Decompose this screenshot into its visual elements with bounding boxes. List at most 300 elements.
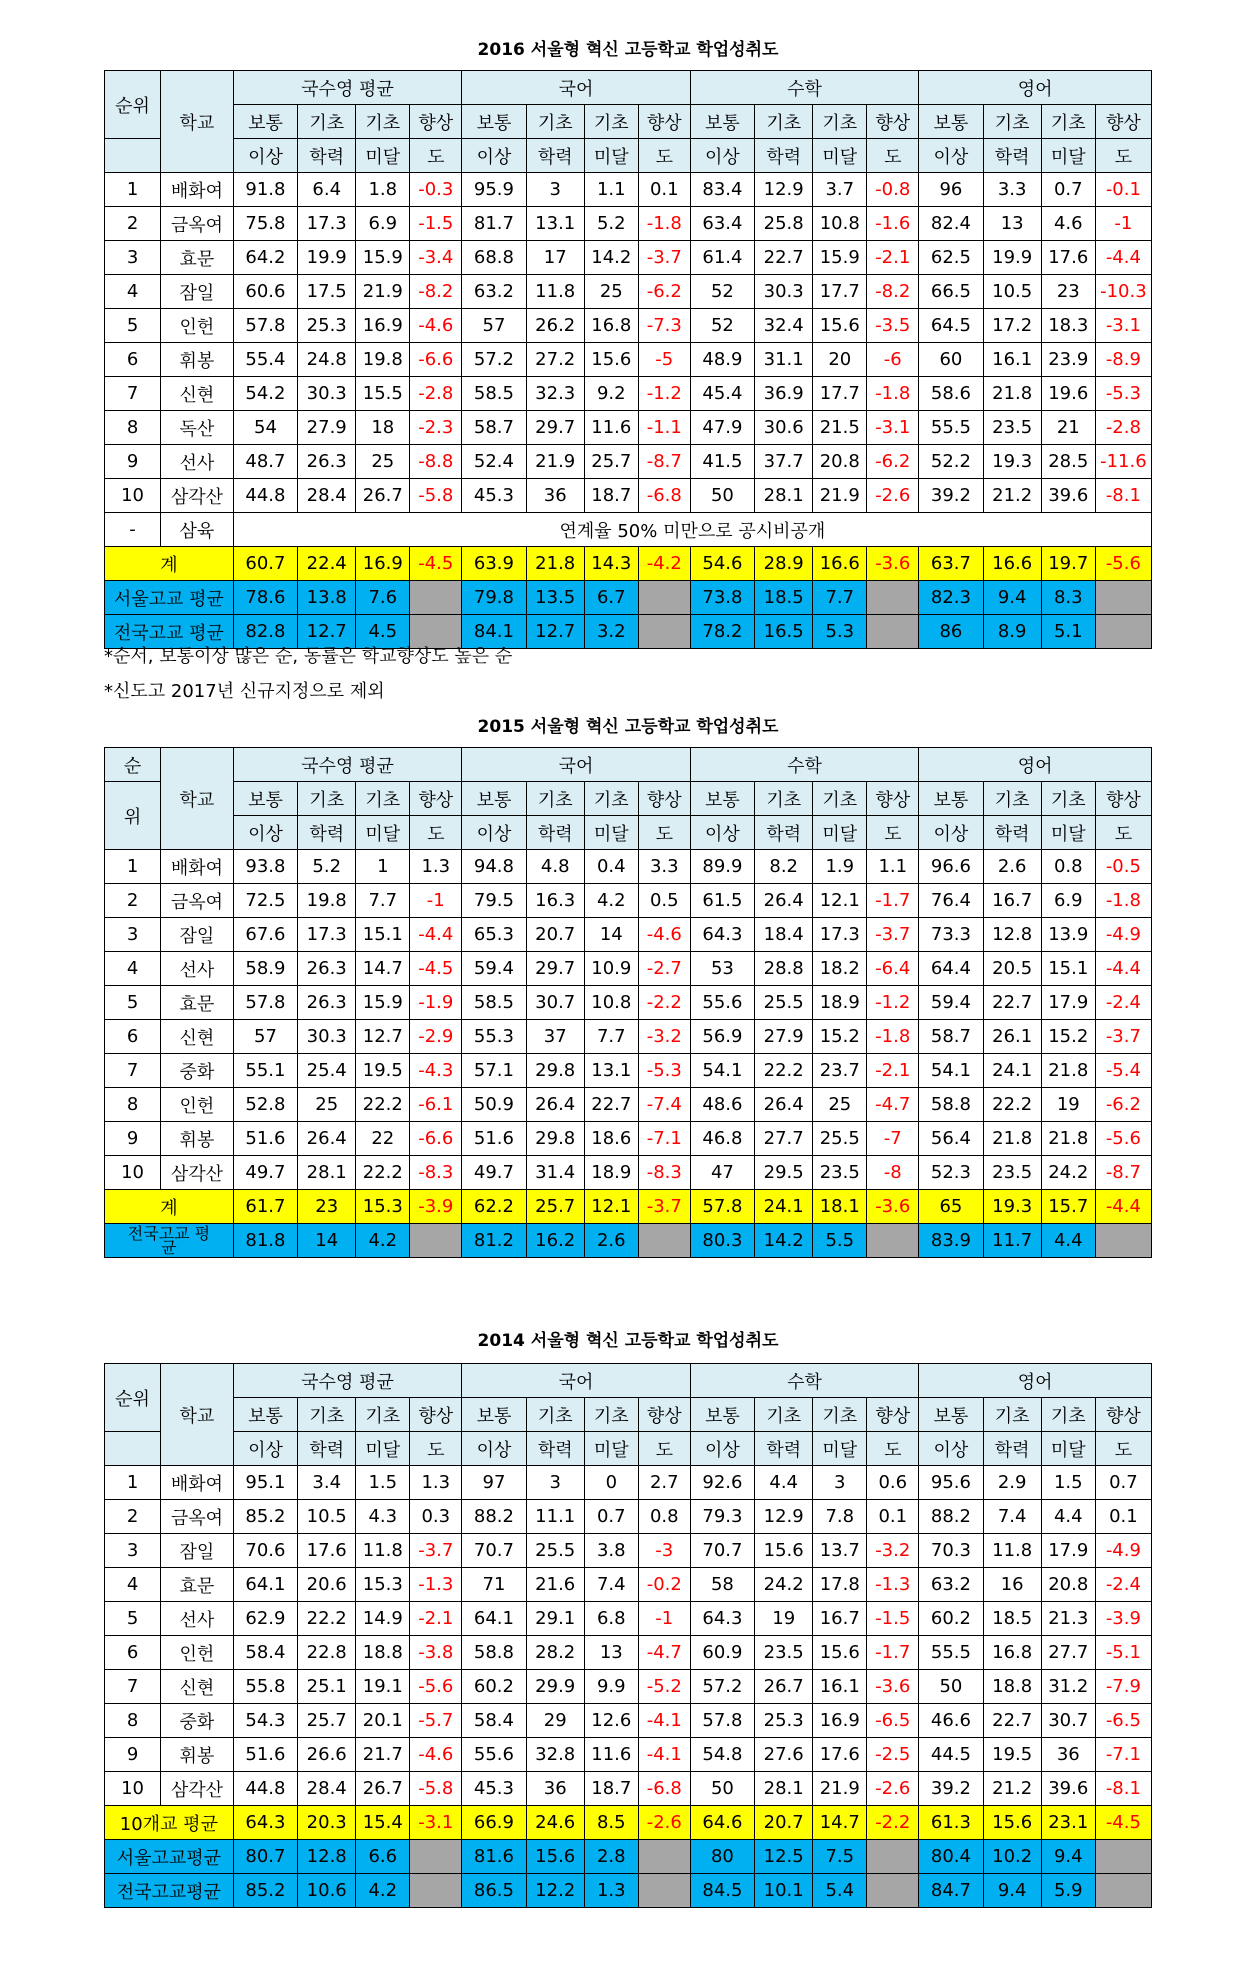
header-row — [105, 816, 1152, 850]
value-cell: 26.1 — [983, 1020, 1041, 1054]
table-row — [105, 411, 1152, 445]
value-cell: 24.1 — [983, 1054, 1041, 1088]
value-cell: 55.8 — [233, 1670, 297, 1704]
value-cell: 58.7 — [919, 1020, 983, 1054]
school-cell: 인헌 — [161, 1636, 234, 1670]
value-cell: 20.6 — [298, 1568, 356, 1602]
value-cell: 58.8 — [462, 1636, 526, 1670]
value-cell: 80.4 — [919, 1840, 983, 1874]
value-cell: 32.4 — [755, 309, 813, 343]
value-cell: 91.8 — [233, 173, 297, 207]
table-row — [105, 1500, 1152, 1534]
value-cell: 17.2 — [983, 309, 1041, 343]
value-cell: -3.7 — [867, 918, 919, 952]
value-cell: 54.1 — [690, 1054, 754, 1088]
value-cell: 21.3 — [1041, 1602, 1095, 1636]
subheader-cell: 기초 — [584, 782, 638, 816]
subheader-cell: 기초 — [983, 105, 1041, 139]
value-cell: 22.8 — [298, 1636, 356, 1670]
value-cell: -2.2 — [867, 1806, 919, 1840]
subheader-cell: 기초 — [1041, 1398, 1095, 1432]
value-cell: 3 — [526, 1466, 584, 1500]
school-cell: 효문 — [161, 1568, 234, 1602]
value-cell: 21.6 — [526, 1568, 584, 1602]
subheader-cell: 보통 — [919, 782, 983, 816]
value-cell: 51.6 — [233, 1738, 297, 1772]
value-cell: 21.9 — [526, 445, 584, 479]
value-cell: 24.1 — [755, 1190, 813, 1224]
value-cell: 22.2 — [356, 1088, 410, 1122]
value-cell: 18.7 — [584, 1772, 638, 1806]
value-cell: 17.3 — [813, 918, 867, 952]
subheader-cell: 기초 — [1041, 105, 1095, 139]
value-cell: 27.9 — [755, 1020, 813, 1054]
subheader-cell: 이상 — [919, 816, 983, 850]
rank-cell: 2 — [105, 884, 161, 918]
value-cell: 88.2 — [919, 1500, 983, 1534]
value-cell: 65 — [919, 1190, 983, 1224]
value-cell: -4.6 — [638, 918, 690, 952]
subheader-cell: 미달 — [1041, 816, 1095, 850]
value-cell: 19.8 — [298, 884, 356, 918]
value-cell: 7.6 — [356, 581, 410, 615]
value-cell: 7.7 — [356, 884, 410, 918]
value-cell: 63.4 — [690, 207, 754, 241]
subheader-cell: 미달 — [813, 816, 867, 850]
value-cell: 4.4 — [1041, 1500, 1095, 1534]
value-cell: 19.3 — [983, 1190, 1041, 1224]
value-cell: -1 — [410, 884, 462, 918]
value-cell: 16.9 — [356, 309, 410, 343]
value-cell: 7.7 — [584, 1020, 638, 1054]
value-cell: 3 — [526, 173, 584, 207]
value-cell: 57 — [233, 1020, 297, 1054]
value-cell: 21.8 — [983, 377, 1041, 411]
value-cell: 23.5 — [983, 411, 1041, 445]
value-cell: 14.7 — [813, 1806, 867, 1840]
value-cell: 64.2 — [233, 241, 297, 275]
value-cell: 60.2 — [462, 1670, 526, 1704]
empty-cell — [638, 1840, 690, 1874]
value-cell: 48.6 — [690, 1088, 754, 1122]
value-cell: -1.3 — [410, 1568, 462, 1602]
table-row — [105, 1088, 1152, 1122]
value-cell: 58.9 — [233, 952, 297, 986]
value-cell: -6 — [867, 343, 919, 377]
value-cell: 47.9 — [690, 411, 754, 445]
value-cell: 29.8 — [526, 1122, 584, 1156]
value-cell: 17.9 — [1041, 1534, 1095, 1568]
value-cell: 66.9 — [462, 1806, 526, 1840]
value-cell: 21.2 — [983, 1772, 1041, 1806]
value-cell: 71 — [462, 1568, 526, 1602]
value-cell: 25 — [813, 1088, 867, 1122]
value-cell: 14 — [298, 1224, 356, 1258]
subheader-cell: 도 — [410, 816, 462, 850]
rank-cell: 4 — [105, 1568, 161, 1602]
subheader-cell: 보통 — [690, 1398, 754, 1432]
value-cell: -2.1 — [410, 1602, 462, 1636]
value-cell: 3.2 — [584, 615, 638, 649]
school-cell: 배화여 — [161, 1466, 234, 1500]
subheader-cell: 향상 — [638, 1398, 690, 1432]
value-cell: -5.2 — [638, 1670, 690, 1704]
subheader-cell: 향상 — [410, 105, 462, 139]
value-cell: 7.7 — [813, 581, 867, 615]
value-cell: -3.7 — [638, 241, 690, 275]
value-cell: 15.1 — [1041, 952, 1095, 986]
value-cell: 23 — [298, 1190, 356, 1224]
subheader-cell: 학력 — [526, 1432, 584, 1466]
value-cell: 31.2 — [1041, 1670, 1095, 1704]
value-cell: 52 — [690, 275, 754, 309]
value-cell: 30.3 — [755, 275, 813, 309]
value-cell: -6.5 — [867, 1704, 919, 1738]
value-cell: 44.8 — [233, 479, 297, 513]
subheader-cell: 도 — [410, 1432, 462, 1466]
value-cell: -3.7 — [1095, 1020, 1151, 1054]
value-cell: 28.9 — [755, 547, 813, 581]
subheader-cell: 도 — [410, 139, 462, 173]
value-cell: 11.8 — [356, 1534, 410, 1568]
value-cell: 29.7 — [526, 952, 584, 986]
value-cell: 37 — [526, 1020, 584, 1054]
value-cell: 15.7 — [1041, 1190, 1095, 1224]
value-cell: 16.7 — [983, 884, 1041, 918]
value-cell: 61.3 — [919, 1806, 983, 1840]
value-cell: 39.2 — [919, 479, 983, 513]
value-cell: 3 — [813, 1466, 867, 1500]
value-cell: 1.3 — [410, 850, 462, 884]
value-cell: 5.1 — [1041, 615, 1095, 649]
value-cell: 36 — [526, 479, 584, 513]
value-cell: 25 — [356, 445, 410, 479]
subheader-cell: 이상 — [690, 139, 754, 173]
value-cell: -6.2 — [638, 275, 690, 309]
value-cell: 17.7 — [813, 377, 867, 411]
value-cell: -3.1 — [867, 411, 919, 445]
value-cell: 21.9 — [813, 479, 867, 513]
value-cell: 16.1 — [813, 1670, 867, 1704]
value-cell: 15.3 — [356, 1568, 410, 1602]
value-cell: 19 — [1041, 1088, 1095, 1122]
value-cell: -1.8 — [867, 1020, 919, 1054]
seoul-average-row-label: 서울고교평균 — [105, 1840, 234, 1874]
value-cell: 32.3 — [526, 377, 584, 411]
value-cell: 15.9 — [356, 986, 410, 1020]
value-cell: 46.8 — [690, 1122, 754, 1156]
value-cell: 63.2 — [919, 1568, 983, 1602]
value-cell: 68.8 — [462, 241, 526, 275]
value-cell: 17.6 — [813, 1738, 867, 1772]
value-cell: 5.3 — [813, 615, 867, 649]
value-cell: 36.9 — [755, 377, 813, 411]
value-cell: 70.7 — [690, 1534, 754, 1568]
subheader-cell: 향상 — [867, 105, 919, 139]
subheader-cell: 기초 — [755, 1398, 813, 1432]
national-average-row-label: 전국고교 평균 — [105, 615, 234, 649]
value-cell: 22.2 — [356, 1156, 410, 1190]
value-cell: -1.8 — [638, 207, 690, 241]
value-cell: 61.4 — [690, 241, 754, 275]
subheader-cell: 향상 — [638, 782, 690, 816]
value-cell: 30.3 — [298, 1020, 356, 1054]
value-cell: 9.9 — [584, 1670, 638, 1704]
table-row — [105, 513, 1152, 547]
value-cell: 17.9 — [1041, 986, 1095, 1020]
value-cell: 4.5 — [356, 615, 410, 649]
value-cell: 21.8 — [1041, 1122, 1095, 1156]
seoul-average-row — [105, 581, 1152, 615]
value-cell: 3.7 — [813, 173, 867, 207]
value-cell: 63.7 — [919, 547, 983, 581]
seoul-average-row-label: 서울고교 평균 — [105, 581, 234, 615]
value-cell: 16.8 — [584, 309, 638, 343]
value-cell: -3.8 — [410, 1636, 462, 1670]
empty-cell — [1095, 615, 1151, 649]
subheader-cell: 도 — [867, 1432, 919, 1466]
value-cell: 45.4 — [690, 377, 754, 411]
value-cell: 70.3 — [919, 1534, 983, 1568]
value-cell: 15.9 — [813, 241, 867, 275]
school-cell: 인헌 — [161, 1088, 234, 1122]
value-cell: -1.1 — [638, 411, 690, 445]
rank-cell: 5 — [105, 986, 161, 1020]
value-cell: 18.5 — [755, 581, 813, 615]
value-cell: 15.6 — [584, 343, 638, 377]
value-cell: -4.6 — [410, 309, 462, 343]
rank-cell: 10 — [105, 479, 161, 513]
value-cell: -3.5 — [867, 309, 919, 343]
value-cell: 96 — [919, 173, 983, 207]
value-cell: -6.8 — [638, 1772, 690, 1806]
value-cell: -11.6 — [1095, 445, 1151, 479]
table-title: 2014 서울형 혁신 고등학교 학업성취도 — [477, 1331, 779, 1351]
empty-cell — [867, 1874, 919, 1908]
table-row — [105, 309, 1152, 343]
value-cell: 32.8 — [526, 1738, 584, 1772]
value-cell: 16.2 — [526, 1224, 584, 1258]
value-cell: 4.4 — [1041, 1224, 1095, 1258]
value-cell: 22 — [356, 1122, 410, 1156]
subheader-cell: 학력 — [983, 816, 1041, 850]
value-cell: 15.2 — [813, 1020, 867, 1054]
subheader-cell: 기초 — [813, 105, 867, 139]
value-cell: 16.8 — [983, 1636, 1041, 1670]
value-cell: 18.9 — [584, 1156, 638, 1190]
value-cell: 25.3 — [298, 309, 356, 343]
value-cell: 63.2 — [462, 275, 526, 309]
total-label: 계 — [105, 547, 234, 581]
value-cell: 96.6 — [919, 850, 983, 884]
value-cell: 10.8 — [584, 986, 638, 1020]
value-cell: 5.9 — [1041, 1874, 1095, 1908]
value-cell: 6.7 — [584, 581, 638, 615]
table-row — [105, 952, 1152, 986]
label-part: 균 — [161, 1237, 177, 1257]
value-cell: 21.8 — [983, 1122, 1041, 1156]
table-row — [105, 241, 1152, 275]
value-cell: -4.5 — [410, 952, 462, 986]
value-cell: -4.1 — [638, 1704, 690, 1738]
value-cell: 36 — [526, 1772, 584, 1806]
value-cell: 94.8 — [462, 850, 526, 884]
value-cell: -3.6 — [867, 1670, 919, 1704]
value-cell: 12.5 — [755, 1840, 813, 1874]
value-cell: 62.5 — [919, 241, 983, 275]
value-cell: 52.3 — [919, 1156, 983, 1190]
value-cell: 0.7 — [1095, 1466, 1151, 1500]
value-cell: 5.2 — [584, 207, 638, 241]
value-cell: -1.7 — [867, 1636, 919, 1670]
value-cell: -3.6 — [867, 547, 919, 581]
value-cell: 58.4 — [233, 1636, 297, 1670]
value-cell: 58.8 — [919, 1088, 983, 1122]
value-cell: 58.6 — [919, 377, 983, 411]
value-cell: 51.6 — [233, 1122, 297, 1156]
value-cell: 4.2 — [356, 1874, 410, 1908]
value-cell: -1.2 — [638, 377, 690, 411]
subheader-cell: 기초 — [584, 105, 638, 139]
value-cell: 60.2 — [919, 1602, 983, 1636]
empty-cell — [1095, 581, 1151, 615]
value-cell: -8.2 — [410, 275, 462, 309]
value-cell: 2.6 — [584, 1224, 638, 1258]
value-cell: 14.2 — [584, 241, 638, 275]
value-cell: -2.4 — [1095, 1568, 1151, 1602]
subheader-cell: 이상 — [462, 1432, 526, 1466]
value-cell: 44.5 — [919, 1738, 983, 1772]
value-cell: 45.3 — [462, 479, 526, 513]
group-header-avg: 국수영 평균 — [233, 71, 462, 105]
value-cell: 19.6 — [1041, 377, 1095, 411]
value-cell: 20.8 — [813, 445, 867, 479]
school-cell: 금옥여 — [161, 884, 234, 918]
subheader-cell: 향상 — [1095, 1398, 1151, 1432]
value-cell: -3.9 — [410, 1190, 462, 1224]
subheader-cell: 도 — [1095, 1432, 1151, 1466]
value-cell: 58.4 — [462, 1704, 526, 1738]
school-cell: 선사 — [161, 445, 234, 479]
value-cell: -4.7 — [867, 1088, 919, 1122]
value-cell: -8.3 — [410, 1156, 462, 1190]
rank-cell: 7 — [105, 1054, 161, 1088]
value-cell: -0.8 — [867, 173, 919, 207]
value-cell: 10.6 — [298, 1874, 356, 1908]
value-cell: 50 — [690, 1772, 754, 1806]
value-cell: 25.1 — [298, 1670, 356, 1704]
rank-cell: 2 — [105, 1500, 161, 1534]
value-cell: -4.3 — [410, 1054, 462, 1088]
value-cell: 79.3 — [690, 1500, 754, 1534]
value-cell: 52.2 — [919, 445, 983, 479]
rank-header-blank — [105, 139, 161, 173]
rank-cell: 9 — [105, 1738, 161, 1772]
value-cell: 0.4 — [584, 850, 638, 884]
value-cell: 92.6 — [690, 1466, 754, 1500]
value-cell: -3.7 — [410, 1534, 462, 1568]
value-cell: 93.8 — [233, 850, 297, 884]
value-cell: 20.8 — [1041, 1568, 1095, 1602]
value-cell: -3.1 — [1095, 309, 1151, 343]
subheader-cell: 미달 — [584, 139, 638, 173]
value-cell: 25.5 — [813, 1122, 867, 1156]
value-cell: 26.3 — [298, 445, 356, 479]
group-header-avg: 국수영 평균 — [233, 748, 462, 782]
value-cell: 15.9 — [356, 241, 410, 275]
school-cell: 독산 — [161, 411, 234, 445]
value-cell: -6.8 — [638, 479, 690, 513]
value-cell: 15.6 — [813, 1636, 867, 1670]
value-cell: -7.3 — [638, 309, 690, 343]
value-cell: 86 — [919, 615, 983, 649]
subheader-cell: 이상 — [462, 816, 526, 850]
value-cell: 79.5 — [462, 884, 526, 918]
value-cell: 18.5 — [983, 1602, 1041, 1636]
value-cell: 0.1 — [867, 1500, 919, 1534]
value-cell: 3.8 — [584, 1534, 638, 1568]
value-cell: 0.8 — [1041, 850, 1095, 884]
value-cell: 27.7 — [755, 1122, 813, 1156]
subheader-cell: 학력 — [298, 1432, 356, 1466]
value-cell: -3.2 — [638, 1020, 690, 1054]
value-cell: 16.7 — [813, 1602, 867, 1636]
value-cell: -5.7 — [410, 1704, 462, 1738]
value-cell: 58.7 — [462, 411, 526, 445]
header-row — [105, 105, 1152, 139]
value-cell: -7.4 — [638, 1088, 690, 1122]
value-cell: -1.5 — [867, 1602, 919, 1636]
subheader-cell: 기초 — [298, 782, 356, 816]
value-cell: 29.5 — [755, 1156, 813, 1190]
subheader-cell: 보통 — [919, 1398, 983, 1432]
value-cell: 47 — [690, 1156, 754, 1190]
value-cell: 13.7 — [813, 1534, 867, 1568]
value-cell: -6.1 — [410, 1088, 462, 1122]
rank-header: 순위 — [105, 1364, 161, 1432]
value-cell: 22.2 — [298, 1602, 356, 1636]
value-cell: 0.1 — [1095, 1500, 1151, 1534]
subheader-cell: 도 — [638, 1432, 690, 1466]
value-cell: 20.7 — [755, 1806, 813, 1840]
value-cell: -5.8 — [410, 479, 462, 513]
rank-cell: 8 — [105, 411, 161, 445]
group-header-korean: 국어 — [462, 1364, 690, 1398]
value-cell: 15.6 — [983, 1806, 1041, 1840]
value-cell: 15.5 — [356, 377, 410, 411]
value-cell: 12.9 — [755, 173, 813, 207]
value-cell: 11.8 — [526, 275, 584, 309]
value-cell: 57.8 — [690, 1190, 754, 1224]
subheader-cell: 향상 — [1095, 105, 1151, 139]
value-cell: 55.5 — [919, 1636, 983, 1670]
value-cell: 54.1 — [919, 1054, 983, 1088]
group-header-math: 수학 — [690, 71, 918, 105]
value-cell: -4.2 — [638, 547, 690, 581]
value-cell: 55.6 — [462, 1738, 526, 1772]
value-cell: -3.7 — [638, 1190, 690, 1224]
value-cell: 25 — [298, 1088, 356, 1122]
value-cell: 13 — [584, 1636, 638, 1670]
value-cell: 16.1 — [983, 343, 1041, 377]
value-cell: -4.6 — [410, 1738, 462, 1772]
value-cell: -8.9 — [1095, 343, 1151, 377]
value-cell: 28.1 — [298, 1156, 356, 1190]
value-cell: 80 — [690, 1840, 754, 1874]
subheader-cell: 보통 — [233, 782, 297, 816]
value-cell: 25.3 — [755, 1704, 813, 1738]
table-row — [105, 1466, 1152, 1500]
